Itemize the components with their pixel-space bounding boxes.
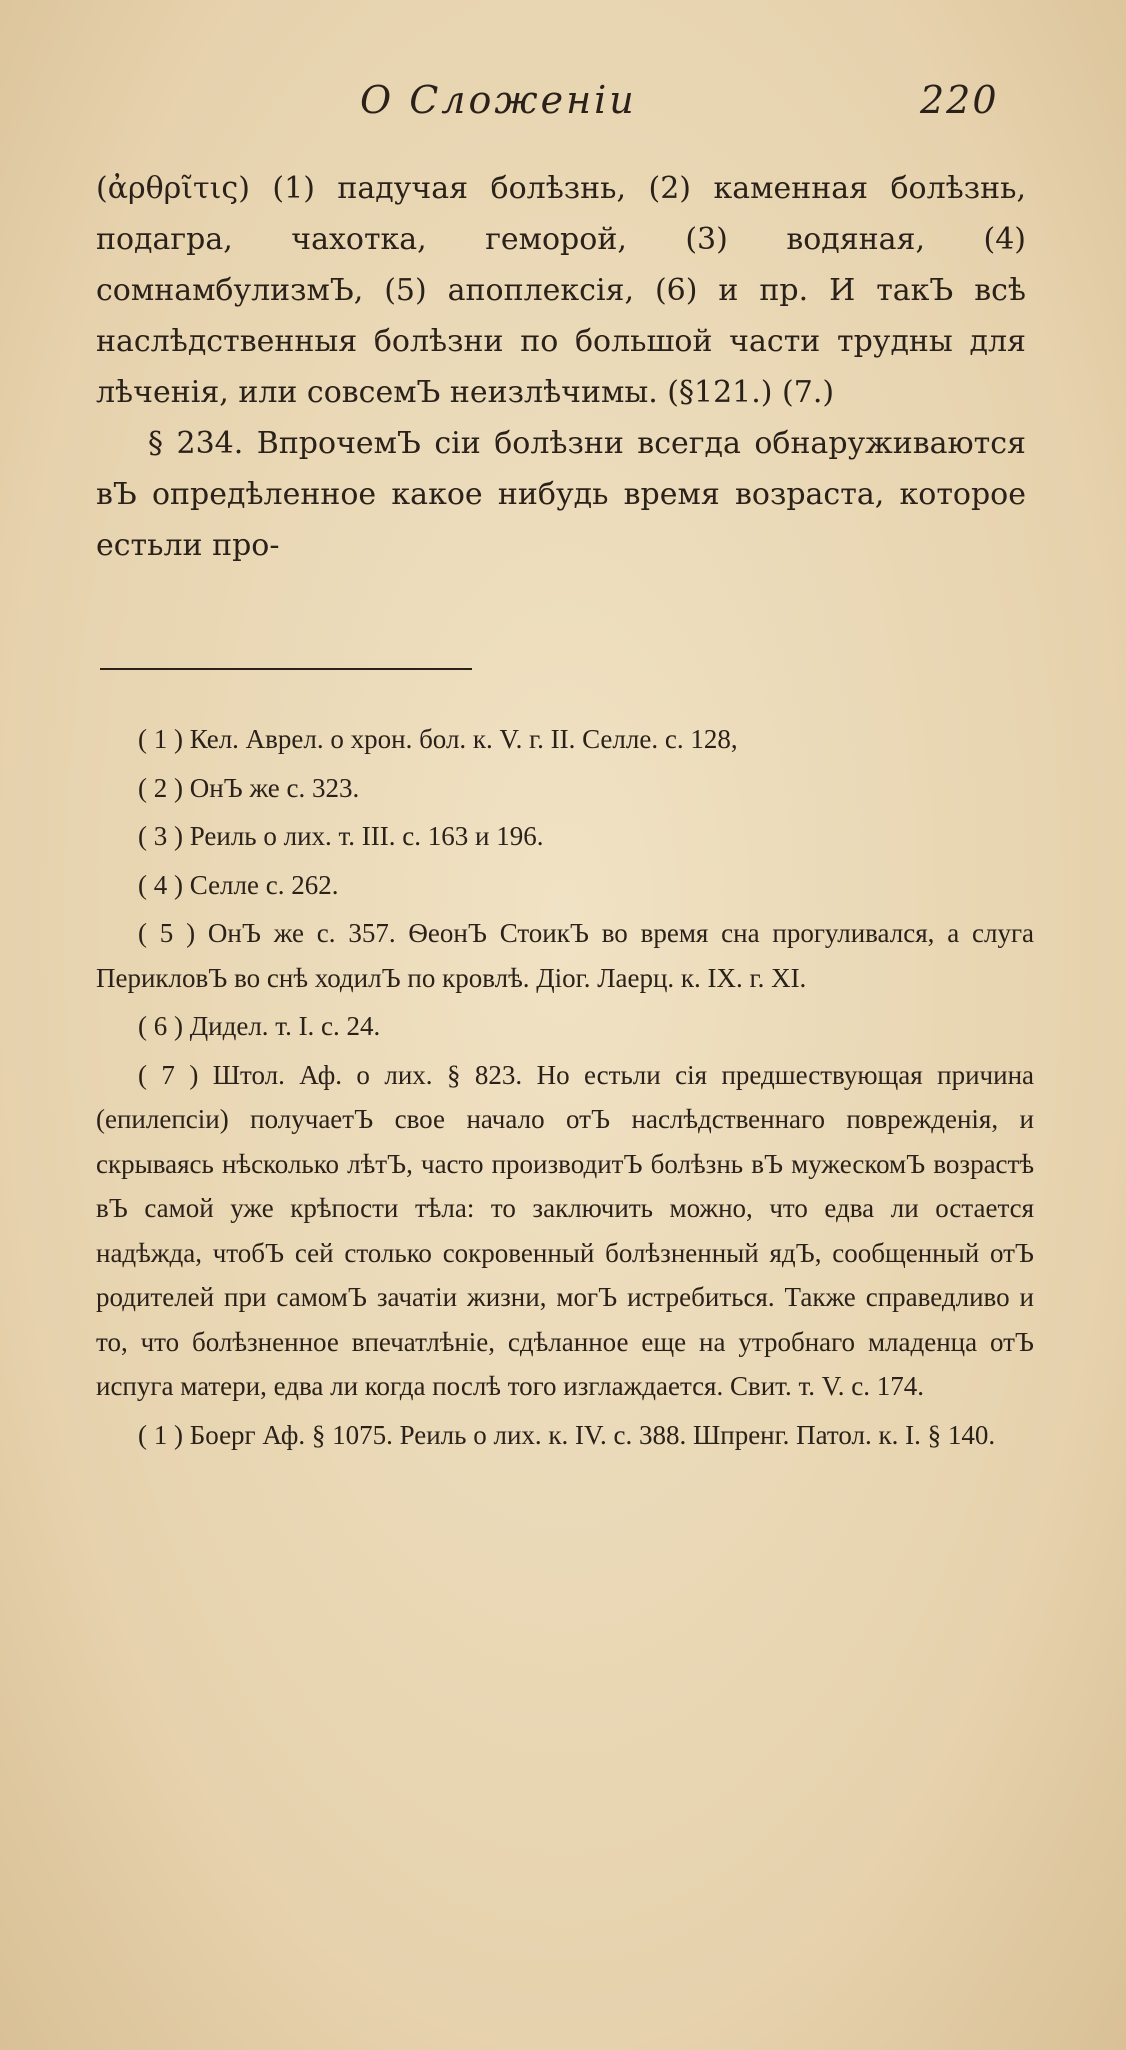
page-header bbox=[0, 78, 1126, 138]
footnote: ( 1 ) Боерг Аф. § 1075. Реиль о лих. к. IV. с. 388. Шпренг. Патол. к. I. § 140. bbox=[138, 1419, 996, 1450]
running-title: О Сложеніи bbox=[360, 78, 637, 122]
footnote-separator bbox=[100, 668, 472, 670]
main-text bbox=[96, 163, 1026, 571]
footnote: ( 6 ) Дидел. т. I. с. 24. bbox=[138, 1011, 381, 1041]
footnote: ( 3 ) Реиль о лих. т. III. с. 163 и 196. bbox=[138, 821, 544, 851]
body-paragraph: § 234. ВпрочемЪ сіи болѣзни всегда обнаруживаются вЪ опредѣленное какое нибудь время возраста, которое естьли про- bbox=[96, 426, 1026, 563]
body-paragraph: (ἀρθρῖτις) (1) падучая болѣзнь, (2) каменная болѣзнь, подагра, чахотка, геморой, (3) водяная, (4) сомнамбулизмЪ, (5) апоплексія, (6) и пр. И такЪ всѣ наслѣдственныя болѣзни по большой части трудны для лѣченія, или совсемЪ неизлѣчимы. (§121.) (7.) bbox=[96, 171, 1026, 410]
footnote: ( 4 ) Селле с. 262. bbox=[138, 869, 339, 900]
footnotes bbox=[96, 713, 1034, 1457]
footnote: ( 5 ) ОнЪ же с. 357. ѲеонЪ СтоикЪ во время сна прогуливался, а слуга ПерикловЪ во снѣ ходилЪ по кровлѣ. Діог. Лаерц. к. IX. г. XI. bbox=[96, 918, 1034, 993]
footnote: ( 2 ) ОнЪ же с. 323. bbox=[138, 772, 360, 803]
page-number: 220 bbox=[920, 78, 999, 122]
footnote: ( 7 ) Штол. Аф. о лих. § 823. Но естьли сія предшествующая причина (епилепсіи) получаетЪ свое начало отЪ наслѣдственнаго поврежденія, и скрываясь нѣсколько лѣтЪ, часто производитЪ болѣзнь вЪ мужескомЪ возрастѣ вЪ самой уже крѣпости тѣла: то заключить можно, что едва ли остается надѣжда, чтобЪ сей столько сокровенный болѣзненный ядЪ, сообщенный отЪ родителей при самомЪ зачатіи жизни, могЪ истребиться. Также справедливо и то, что болѣзненное впечатлѣніе, сдѣланное еще на утробнаго младенца отЪ испуга матери, едва ли когда послѣ того изглаждается. Свит. т. V. с. 174. bbox=[96, 1059, 1034, 1401]
footnote: ( 1 ) Кел. Аврел. о хрон. бол. к. V. г. II. Селле. с. 128, bbox=[138, 724, 738, 754]
